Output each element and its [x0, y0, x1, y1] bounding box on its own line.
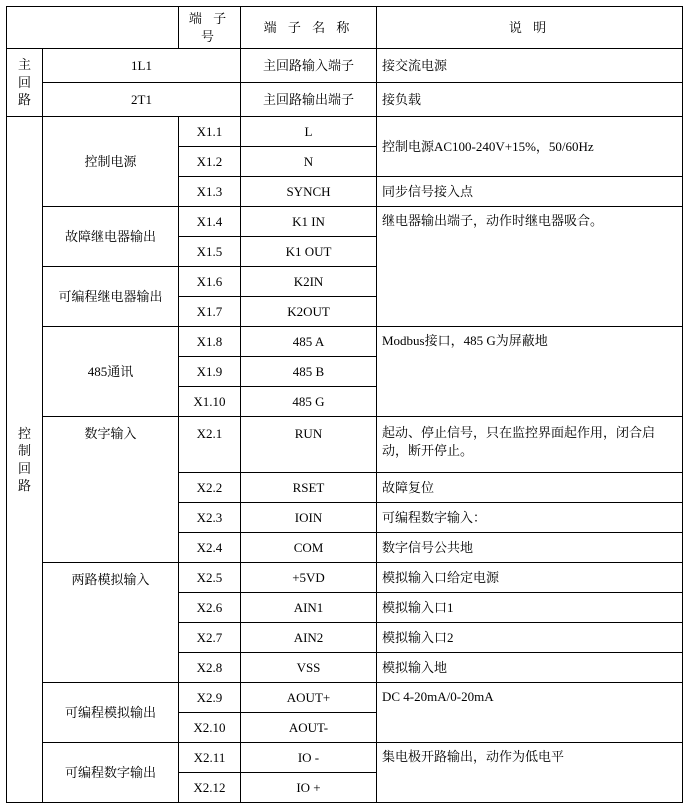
cell-terminal-name: N: [241, 147, 377, 177]
cell-description: 模拟输入口1: [377, 593, 683, 623]
cell-terminal-no: X2.11: [179, 743, 241, 773]
cell-terminal-no: 1L1: [43, 49, 241, 83]
cell-terminal-no: X2.5: [179, 563, 241, 593]
cell-terminal-no: X1.8: [179, 327, 241, 357]
cell-terminal-name: AIN1: [241, 593, 377, 623]
table-row: [7, 207, 683, 237]
table-row: [7, 117, 683, 147]
header-cell-terminal-name: 端 子 名 称: [241, 7, 377, 49]
cell-terminal-name: RUN: [241, 417, 377, 473]
cell-terminal-name: AOUT+: [241, 683, 377, 713]
cell-description: 可编程数字输入：: [377, 503, 683, 533]
cell-description: 集电极开路输出，动作为低电平: [377, 743, 683, 803]
cell-description: 故障复位: [377, 473, 683, 503]
cell-terminal-name: 485 A: [241, 327, 377, 357]
cell-terminal-name: L: [241, 117, 377, 147]
table-row: [7, 327, 683, 357]
cell-description: 数字信号公共地: [377, 533, 683, 563]
cell-terminal-name: K1 IN: [241, 207, 377, 237]
cell-function: 可编程继电器输出: [43, 267, 179, 327]
cell-terminal-no: X1.10: [179, 387, 241, 417]
cell-terminal-no: X2.7: [179, 623, 241, 653]
cell-function: 控制电源: [43, 117, 179, 207]
cell-function: 数字输入: [43, 417, 179, 563]
cell-terminal-name: 主回路输入端子: [241, 49, 377, 83]
cell-description: 继电器输出端子，动作时继电器吸合。: [377, 207, 683, 327]
terminal-description-table: [6, 6, 683, 803]
cell-terminal-no: X1.4: [179, 207, 241, 237]
cell-description: 同步信号接入点: [377, 177, 683, 207]
cell-terminal-name: +5VD: [241, 563, 377, 593]
cell-terminal-name: K2IN: [241, 267, 377, 297]
cell-terminal-name: COM: [241, 533, 377, 563]
cell-function: 485通讯: [43, 327, 179, 417]
cell-terminal-no: X2.12: [179, 773, 241, 803]
cell-function: 故障继电器输出: [43, 207, 179, 267]
table-header-row: [7, 7, 683, 49]
group-char: 路: [17, 92, 31, 108]
cell-terminal-no: X1.1: [179, 117, 241, 147]
table-row: [7, 563, 683, 593]
group-char: 制: [17, 443, 31, 459]
cell-terminal-name: VSS: [241, 653, 377, 683]
cell-description: Modbus接口，485 G为屏蔽地: [377, 327, 683, 417]
cell-terminal-no: X2.6: [179, 593, 241, 623]
cell-terminal-name: K2OUT: [241, 297, 377, 327]
cell-terminal-name: IOIN: [241, 503, 377, 533]
table-row: [7, 743, 683, 773]
cell-description: 控制电源AC100-240V+15%，50/60Hz: [377, 117, 683, 177]
cell-terminal-name: AOUT-: [241, 713, 377, 743]
cell-function: 两路模拟输入: [43, 563, 179, 683]
cell-terminal-no: X1.6: [179, 267, 241, 297]
cell-description: 起动、停止信号，只在监控界面起作用，闭合启动，断开停止。: [377, 417, 683, 473]
cell-description: 模拟输入口给定电源: [377, 563, 683, 593]
group-char: 回: [17, 460, 31, 476]
table-row: [7, 683, 683, 713]
cell-terminal-name: IO -: [241, 743, 377, 773]
header-cell-description: 说 明: [377, 7, 683, 49]
group-char: 控: [17, 425, 31, 441]
cell-terminal-no: X2.10: [179, 713, 241, 743]
cell-description: 模拟输入口2: [377, 623, 683, 653]
header-cell-terminal-no: 端 子 号: [179, 7, 241, 49]
cell-terminal-no: X2.9: [179, 683, 241, 713]
table-row: [7, 417, 683, 473]
cell-terminal-name: 主回路输出端子: [241, 83, 377, 117]
group-char: 主: [17, 57, 31, 73]
cell-terminal-no: X1.7: [179, 297, 241, 327]
cell-description: DC 4-20mA/0-20mA: [377, 683, 683, 743]
group-label-main-circuit: [7, 49, 43, 117]
cell-description: 模拟输入地: [377, 653, 683, 683]
cell-terminal-no: X2.2: [179, 473, 241, 503]
cell-terminal-no: X1.9: [179, 357, 241, 387]
cell-terminal-name: 485 G: [241, 387, 377, 417]
group-label-control-circuit: [7, 117, 43, 803]
cell-terminal-name: K1 OUT: [241, 237, 377, 267]
cell-terminal-no: X1.5: [179, 237, 241, 267]
cell-terminal-no: X2.1: [179, 417, 241, 473]
cell-terminal-no: X2.8: [179, 653, 241, 683]
cell-description: 接负载: [377, 83, 683, 117]
cell-terminal-no: 2T1: [43, 83, 241, 117]
cell-terminal-no: X1.3: [179, 177, 241, 207]
cell-terminal-name: SYNCH: [241, 177, 377, 207]
cell-description: 接交流电源: [377, 49, 683, 83]
cell-terminal-name: RSET: [241, 473, 377, 503]
header-cell-blank: [7, 7, 179, 49]
cell-terminal-no: X1.2: [179, 147, 241, 177]
group-char: 回: [17, 74, 31, 90]
group-char: 路: [17, 478, 31, 494]
table-row: [7, 49, 683, 83]
cell-terminal-name: IO +: [241, 773, 377, 803]
table-row: [7, 83, 683, 117]
cell-terminal-no: X2.4: [179, 533, 241, 563]
cell-terminal-name: 485 B: [241, 357, 377, 387]
cell-function: 可编程数字输出: [43, 743, 179, 803]
cell-terminal-no: X2.3: [179, 503, 241, 533]
cell-terminal-name: AIN2: [241, 623, 377, 653]
cell-function: 可编程模拟输出: [43, 683, 179, 743]
